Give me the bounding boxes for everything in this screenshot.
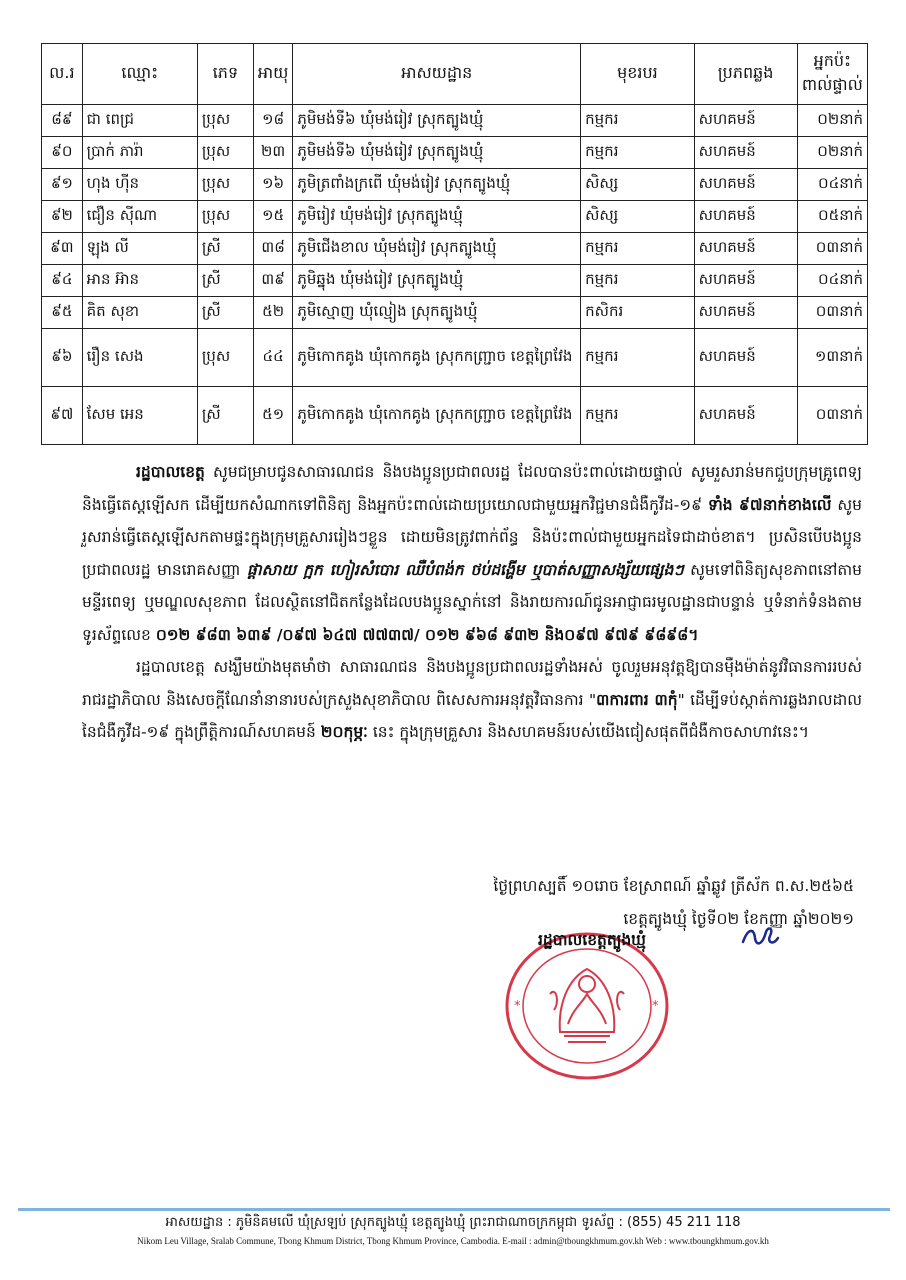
cell-source: សហគមន៍ [694, 329, 797, 387]
header-address: អាសយដ្ឋាន [293, 44, 581, 105]
cell-age: ៤៤ [253, 329, 292, 387]
notice-paragraph-2 [82, 651, 862, 749]
public-notice [82, 456, 862, 749]
cell-occupation: កម្មករ [581, 137, 695, 169]
cell-name: ប្រាក់ ភារ៉ា [82, 137, 197, 169]
header-occupation: មុខរបរ [581, 44, 695, 105]
cell-occupation: កម្មករ [581, 233, 695, 265]
cell-occupation: កម្មករ [581, 387, 695, 445]
cell-source: សហគមន៍ [694, 105, 797, 137]
cell-sex: ប្រុស [197, 201, 253, 233]
notice-text: សូមជម្រាបជូនសាធារណជន និងបងប្អូនប្រជាពលរដ្ឋ ដែលបានប៉ះពាល់ដោយផ្ទាល់ សូមរួសរាន់មកជួបក្រុមគ្រូពេទ្យ និងធ្វើតេស្តឡើសក ដើម្បីយកសំណាកទៅពិនិត្យ និងអ្នកប៉ះពាល់ដោយប្រយោលជាមួយអ្នកវិជ្ជមានជំងឺកូវីដ-១៩ [82, 463, 862, 514]
notice-paragraph-1 [82, 456, 862, 651]
cell-address: ភូមិជើងខាល ឃុំមង់រៀវ ស្រុកត្បូងឃ្មុំ [293, 233, 581, 265]
cell-sex: ប្រុស [197, 137, 253, 169]
cell-contacts: ០៤នាក់ [797, 169, 867, 201]
cell-source: សហគមន៍ [694, 201, 797, 233]
table-row [42, 137, 868, 169]
svg-text:*: * [514, 999, 521, 1014]
notice-hotline-numbers: ០១២ ៩៨៣ ៦៣៩ /០៩៧ ៦៤៧ ៧៧៣៧/ ០១២ ៩៦៨ ៩៣២ និង០៩៧ ៩៧៩ ៩៨៩៨។ [155, 625, 699, 644]
cell-name: អាន អ៊ាន [82, 265, 197, 297]
cell-sex: ប្រុស [197, 169, 253, 201]
notice-symptoms: ផ្តាសាយ ក្អក ហៀរសំបោរ ឈឺបំពង់ក ថប់ដង្ហើម ឬបាត់សញ្ញាសង្ស័យផ្សេងៗ [246, 560, 684, 579]
cell-no: ៩៥ [42, 297, 83, 329]
cell-address: ភូមិកោកគូង ឃុំកោកគូង ស្រុកកញ្ជ្រាច ខេត្តព្រៃវែង [293, 387, 581, 445]
cell-occupation: សិស្ស [581, 201, 695, 233]
table-row [42, 265, 868, 297]
cell-sex: ស្រី [197, 233, 253, 265]
notice-event-date: ២០កុម្ភៈ [320, 723, 368, 741]
cell-name: រឿន សេង [82, 329, 197, 387]
cell-sex: ស្រី [197, 297, 253, 329]
cell-address: ភូមិស្មោញ ឃុំល្មៀង ស្រុកត្បូងឃ្មុំ [293, 297, 581, 329]
cell-source: សហគមន៍ [694, 169, 797, 201]
cell-sex: ប្រុស [197, 105, 253, 137]
cell-address: ភូមិឆ្នុង ឃុំមង់រៀវ ស្រុកត្បូងឃ្មុំ [293, 265, 581, 297]
notice-lead: រដ្ឋបាលខេត្ត [136, 463, 205, 481]
cell-age: ៥២ [253, 297, 292, 329]
footer-divider [18, 1208, 890, 1211]
handwritten-signature [740, 924, 780, 956]
header-age: អាយុ [253, 44, 292, 105]
header-direct-contacts: អ្នកប៉ះពាល់ផ្ទាល់ [797, 44, 867, 105]
notice-text: សូមរួសរាន់ធ្វើតេស្តឡើសកតាមផ្ទះក្នុងក្រុមគ្រួសាររៀងៗខ្លួន ដោយមិនត្រូវពាក់ព័ន្ធ និងប៉ះពាល់ជាមួយអ្នកដទៃជាដាច់ខាត។ ប្រសិនបើបងប្អូនប្រជាពលរដ្ឋ មានរោគសញ្ញា [82, 495, 862, 579]
cell-age: ១៨ [253, 105, 292, 137]
notice-text: នេះ ក្នុងក្រុមគ្រួសារ និងសហគមន៍របស់យើងជៀសផុតពីជំងឺកាចសាហាវនេះ។ [367, 723, 810, 741]
notice-text: " ដើម្បីទប់ស្កាត់ការឆ្លងរាលដាលនៃជំងឺកូវីដ-១៩ ក្នុងព្រឹត្តិការណ៍សហគមន៍ [82, 690, 862, 741]
covid-cases-table [41, 43, 868, 445]
notice-text: រដ្ឋបាលខេត្ត សង្ឃឹមយ៉ាងមុតមាំថា សាធារណជន និងបងប្អូនប្រជាពលរដ្ឋទាំងអស់ ចូលរួមអនុវត្តឱ្យបានម៉ឺងម៉ាត់នូវវិធានការរបស់រាជរដ្ឋាភិបាល និងសេចក្ដីណែនាំនានារបស់ក្រសួងសុខាភិបាល ពិសេសការអនុវត្តវិធានការ " [82, 658, 862, 709]
cell-name: ជា ពេជ្រ [82, 105, 197, 137]
table-row [42, 201, 868, 233]
cell-contacts: ០៥នាក់ [797, 201, 867, 233]
cell-contacts: ០៣នាក់ [797, 233, 867, 265]
cell-occupation: កសិករ [581, 297, 695, 329]
cell-contacts: ០៣នាក់ [797, 297, 867, 329]
cell-occupation: កម្មករ [581, 329, 695, 387]
cell-address: ភូមិកោកគូង ឃុំកោកគូង ស្រុកកញ្ជ្រាច ខេត្តព្រៃវែង [293, 329, 581, 387]
cell-name: គិត សុខា [82, 297, 197, 329]
cell-sex: ប្រុស [197, 329, 253, 387]
cell-occupation: កម្មករ [581, 105, 695, 137]
table-row [42, 233, 868, 265]
cell-contacts: ០៤នាក់ [797, 265, 867, 297]
header-no: ល.រ [42, 44, 83, 105]
cell-no: ៩៧ [42, 387, 83, 445]
cell-source: សហគមន៍ [694, 233, 797, 265]
table-row [42, 387, 868, 445]
header-sex: ភេទ [197, 44, 253, 105]
cell-age: ៣៩ [253, 265, 292, 297]
header-source: ប្រភពឆ្លង [694, 44, 797, 105]
table-body [42, 105, 868, 445]
cell-age: ៥១ [253, 387, 292, 445]
table-row [42, 169, 868, 201]
cell-age: ២៣ [253, 137, 292, 169]
lunar-date: ថ្ងៃព្រហស្បតិ៍ ១០រោច ខែស្រាពណ៍ ឆ្នាំឆ្លូវ ត្រីស័ក ព.ស.២៥៦៥ [493, 877, 854, 895]
footer-address-english: Nikom Leu Village, Sralab Commune, Tbong Khmum District, Tbong Khmum Province, Cambodia. E-mail : admin@tboungkhmum.gov.kh Web : www.tboungkhmum.gov.kh [137, 1236, 769, 1246]
cell-address: ភូមិមង់ទី៦ ឃុំមង់រៀវ ស្រុកត្បូងឃ្មុំ [293, 137, 581, 169]
signatory-title: រដ្ឋបាលខេត្តត្បូងឃ្មុំ [538, 931, 646, 949]
cell-no: ៩១ [42, 169, 83, 201]
notice-measures: ៣ការពារ ៣កុំ [596, 690, 678, 709]
cell-no: ៩៤ [42, 265, 83, 297]
cell-contacts: ០២នាក់ [797, 105, 867, 137]
cell-no: ៩៦ [42, 329, 83, 387]
footer-address-khmer: អាសយដ្ឋាន : ភូមិនិគមលើ ឃុំស្រឡប់ ស្រុកត្បូងឃ្មុំ ខេត្តត្បូងឃ្មុំ ព្រះរាជាណាចក្រកម្ពុជា ទូរស័ព្ទ : (855) 45 211 118 [165, 1215, 741, 1230]
notice-text: សូមទៅពិនិត្យសុខភាពនៅតាមមន្ទីរពេទ្យ ឬមណ្ឌលសុខភាព ដែលស្ថិតនៅជិតកន្លែងដែលបងប្អូនស្នាក់នៅ និងរាយការណ៍ជូនអាជ្ញាធរមូលដ្ឋានជាបន្ទាន់ ឬទំនាក់ទំនងតាមទូរស័ព្ទលេខ [82, 560, 862, 644]
cell-no: ៩៣ [42, 233, 83, 265]
svg-text:*: * [652, 999, 659, 1014]
table-row [42, 297, 868, 329]
header-name: ឈ្មោះ [82, 44, 197, 105]
table-row [42, 105, 868, 137]
cell-sex: ស្រី [197, 265, 253, 297]
cell-name: ឡុង លី [82, 233, 197, 265]
cell-source: សហគមន៍ [694, 137, 797, 169]
cell-age: ១៥ [253, 201, 292, 233]
cell-no: ៩២ [42, 201, 83, 233]
cell-no: ៨៩ [42, 105, 83, 137]
cell-occupation: កម្មករ [581, 265, 695, 297]
solar-date: ខេត្តត្បូងឃ្មុំ ថ្ងៃទី០២ ខែកញ្ញា ឆ្នាំ២០២១ [623, 910, 854, 928]
cell-sex: ស្រី [197, 387, 253, 445]
cell-contacts: ១៣នាក់ [797, 329, 867, 387]
cell-address: ភូមិត្រពាំងក្រពើ ឃុំមង់រៀវ ស្រុកត្បូងឃ្មុំ [293, 169, 581, 201]
cell-occupation: សិស្ស [581, 169, 695, 201]
cell-name: ជឿន ស៊ីណា [82, 201, 197, 233]
cell-no: ៩០ [42, 137, 83, 169]
cell-age: ៣៨ [253, 233, 292, 265]
notice-case-count: ទាំង ៩៧នាក់ខាងលើ [707, 495, 832, 514]
cell-address: ភូមិមង់ទី៦ ឃុំមង់រៀវ ស្រុកត្បូងឃ្មុំ [293, 105, 581, 137]
cell-name: ហុង ហ៊ីន [82, 169, 197, 201]
cell-source: សហគមន៍ [694, 297, 797, 329]
cell-contacts: ០៣នាក់ [797, 387, 867, 445]
table-header-row [42, 44, 868, 105]
cell-address: ភូមិរៀវ ឃុំមង់រៀវ ស្រុកត្បូងឃ្មុំ [293, 201, 581, 233]
table-row [42, 329, 868, 387]
cell-source: សហគមន៍ [694, 387, 797, 445]
cell-source: សហគមន៍ [694, 265, 797, 297]
cell-name: សែម អេន [82, 387, 197, 445]
cell-age: ១៦ [253, 169, 292, 201]
cell-contacts: ០២នាក់ [797, 137, 867, 169]
